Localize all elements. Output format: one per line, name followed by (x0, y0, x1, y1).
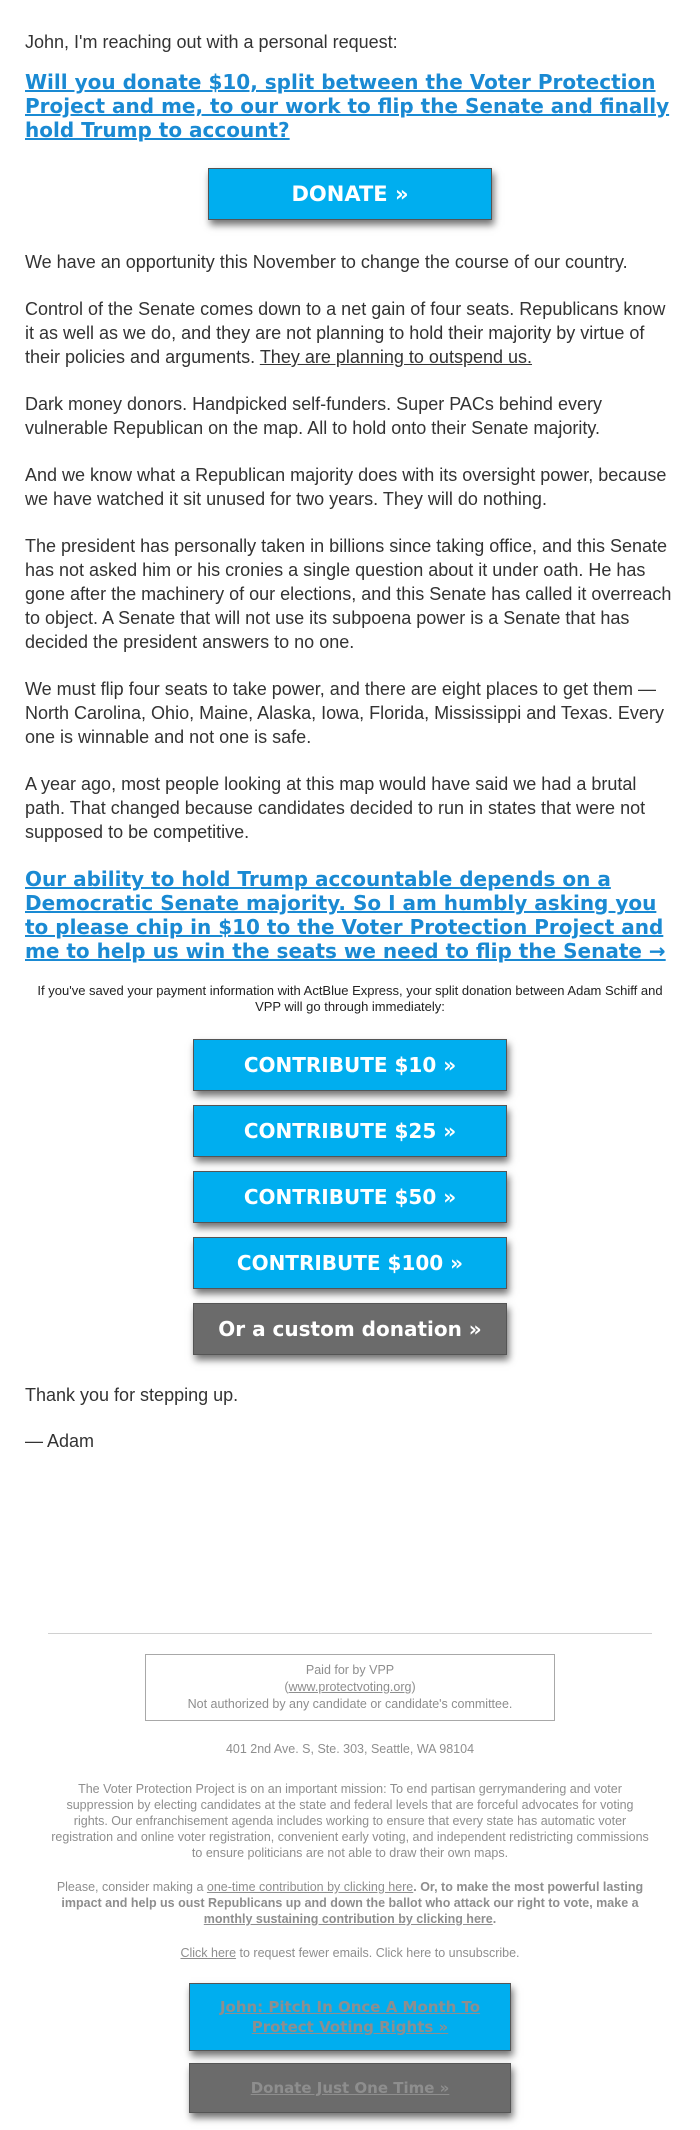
paragraph-dark-money: Dark money donors. Handpicked self-funders. Super PACs behind every vulnerable Republican on the map. All to hold onto their Senate majority. (25, 394, 602, 438)
fewer-emails-text: to request fewer emails. Click here to unsubscribe. (236, 1946, 520, 1960)
website-link[interactable]: www.protectvoting.org (288, 1680, 412, 1694)
headline-donate-link[interactable]: Will you donate $10, split between the Voter Protection Project and me, to our work to flip the Senate and finally hold Trump to account? (25, 70, 670, 142)
footer-divider (48, 1633, 652, 1634)
footer (0, 1741, 700, 2113)
not-authorized-text: Not authorized by any candidate or candidate's committee. (187, 1697, 513, 1711)
footer-consider (48, 1879, 652, 1927)
outspend-underline: They are planning to outspend us. (259, 347, 533, 367)
donate-button[interactable]: DONATE » (208, 168, 492, 220)
consider-prefix: Please, consider making a (56, 1880, 207, 1894)
paragraph-president: The president has personally taken in billions since taking office, and this Senate has not asked him or his cronies a single question about it under oath. He has gone after the machinery of our elections, and this Senate has called it overreach to object. A Senate that will not use its subpoena power is a Senate that has decided the president answers to no one. (25, 536, 672, 652)
contribute-buttons (25, 1039, 675, 1369)
monthly-contribution-link[interactable]: monthly sustaining contribution by clicking here (203, 1912, 493, 1926)
consider-end: . (492, 1912, 497, 1926)
paragraph-map: A year ago, most people looking at this map would have said we had a brutal path. That changed because candidates decided to run in states that were not supposed to be competitive. (25, 774, 646, 842)
monthly-donation-button[interactable]: John: Pitch In Once A Month To Protect Voting Rights » (189, 1983, 511, 2051)
paragraph-senate-control (25, 297, 675, 369)
greeting: John, I'm reaching out with a personal request: (25, 32, 398, 52)
footer-address: 401 2nd Ave. S, Ste. 303, Seattle, WA 98104 (225, 1742, 475, 1756)
contribute-10-button[interactable]: CONTRIBUTE $10 » (193, 1039, 507, 1091)
footer-unsubscribe (48, 1945, 652, 1961)
contribute-50-button[interactable]: CONTRIBUTE $50 » (193, 1171, 507, 1223)
thanks-text: Thank you for stepping up. (25, 1385, 239, 1405)
footer-buttons (48, 1961, 652, 2113)
actblue-express-note: If you've saved your payment information with ActBlue Express, your split donation between Adam Schiff and VPP will go through immediately: (37, 983, 663, 1014)
fewer-emails-link[interactable]: Click here (180, 1946, 237, 1960)
paid-for-box (145, 1654, 555, 1721)
spacer (0, 1476, 700, 1633)
consider-bold: . Or, to make the most powerful lasting impact and help us oust Republicans up and down the ballot who attack our right to vote, make a (61, 1880, 644, 1910)
paragraph-senate-control-text: Control of the Senate comes down to a net gain of four seats. Republicans know it as well as we do, and they are not planning to hold their majority by virtue of their policies and arguments. (25, 299, 666, 367)
one-time-donation-button[interactable]: Donate Just One Time » (189, 2063, 511, 2113)
paid-for-website-line: (www.protectvoting.org) (284, 1680, 416, 1694)
paragraph-opportunity: We have an opportunity this November to change the course of our country. (25, 252, 628, 272)
contribute-25-button[interactable]: CONTRIBUTE $25 » (193, 1105, 507, 1157)
donate-button-wrap (25, 142, 675, 250)
paid-for-text: Paid for by VPP (305, 1663, 395, 1677)
signature: — Adam (25, 1431, 95, 1451)
custom-donation-button[interactable]: Or a custom donation » (193, 1303, 507, 1355)
one-time-contribution-link[interactable]: one-time contribution by clicking here (206, 1880, 414, 1894)
footer-mission: The Voter Protection Project is on an important mission: To end partisan gerrymandering and voter suppression by electing candidates at the state and federal levels that are forceful advocates for voting rights. Our enfranchisement agenda includes working to ensure that every state has automatic voter registration and online voter registration, convenient early voting, and independent redistricting commissions to ensure politicians are not able to draw their own maps. (51, 1782, 649, 1860)
cta-donate-link[interactable]: Our ability to hold Trump accountable depends on a Democratic Senate majority. So I am humbly asking you to please chip in $10 to the Voter Protection Project and me to help us win the seats we need to flip the Senate → (25, 867, 666, 963)
paragraph-oversight: And we know what a Republican majority does with its oversight power, because we have watched it sit unused for two years. They will do nothing. (25, 465, 667, 509)
paragraph-flip-seats: We must flip four seats to take power, and there are eight places to get them — North Carolina, Ohio, Maine, Alaska, Iowa, Florida, Mississippi and Texas. Every one is winnable and not one is safe. (25, 679, 664, 747)
contribute-100-button[interactable]: CONTRIBUTE $100 » (193, 1237, 507, 1289)
